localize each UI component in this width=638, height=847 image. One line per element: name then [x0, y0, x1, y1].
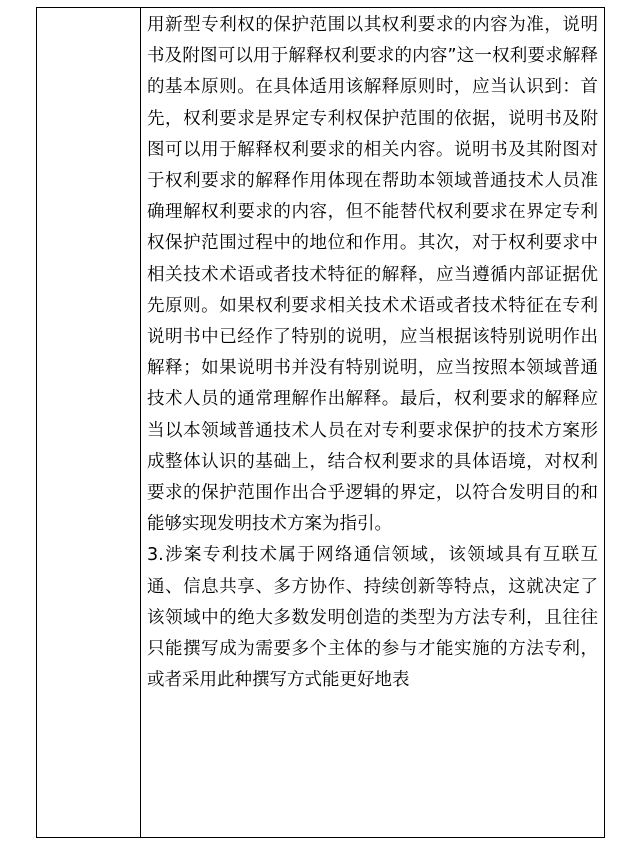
document-table — [36, 7, 605, 838]
body-paragraph-2: 3.涉案专利技术属于网络通信领域，该领域具有互联互通、信息共享、多方协作、持续创新等特点，这就决定了该领域中的绝大多数发明创造的类型为方法专利，且往往只能撰写成为需要多个主体的参与才能实施的方法专利，或者采用此种撰写方式能更好地表 — [147, 545, 598, 691]
body-paragraph-1: 用新型专利权的保护范围以其权利要求的内容为准，说明书及附图可以用于解释权利要求的内容”这一权利要求解释的基本原则。在具体适用该解释原则时，应当认识到：首先，权利要求是界定专利权保护范围的依据，说明书及附图可以用于解释权利要求的相关内容。说明书及其附图对于权利要求的解释作用体现在帮助本领域普通技术人员准确理解权利要求的内容，但不能替代权利要求在界定专利权保护范围过程中的地位和作用。其次，对于权利要求中相关技术术语或者技术特征的解释，应当遵循内部证据优先原则。如果权利要求相关技术术语或者技术特征在专利说明书中已经作了特别的说明，应当根据该特别说明作出解释；如果说明书并没有特别说明，应当按照本领域普通技术人员的通常理解作出解释。最后，权利要求的解释应当以本领域普通技术人员在对专利要求保护的技术方案形成整体认识的基础上，结合权利要求的具体语境，对权利要求的保护范围作出合乎逻辑的界定，以符合发明目的和能够实现发明技术方案为指引。 — [147, 15, 598, 535]
table-left-cell — [37, 8, 141, 837]
table-right-cell — [141, 8, 604, 837]
